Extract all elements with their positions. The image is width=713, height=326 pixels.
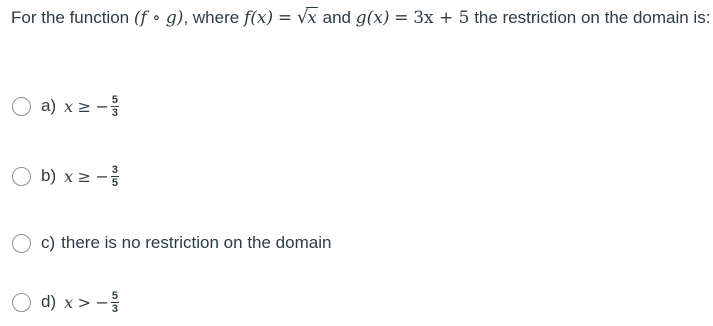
option-c-text: there is no restriction on the domain bbox=[61, 233, 332, 252]
option-a-math bbox=[64, 95, 119, 118]
option-a-denominator: 3 bbox=[111, 106, 118, 119]
option-b-label: b) bbox=[41, 166, 57, 185]
option-a-label: a) bbox=[41, 96, 57, 115]
question-and: and bbox=[322, 8, 351, 27]
option-a-sign: − bbox=[95, 96, 109, 116]
option-b-numerator: 3 bbox=[111, 163, 118, 176]
radio-button-d[interactable] bbox=[12, 293, 31, 312]
option-d-sign: − bbox=[95, 292, 109, 312]
question-where: , where bbox=[183, 8, 240, 27]
question-prefix: For the function bbox=[11, 8, 130, 27]
equals-sign: = bbox=[277, 8, 293, 28]
option-b-sign: − bbox=[95, 166, 109, 186]
option-b-relation: ≥ bbox=[77, 166, 92, 186]
option-b-fraction bbox=[111, 165, 119, 188]
f-definition-lhs: f(x) bbox=[243, 8, 274, 28]
option-c[interactable] bbox=[12, 229, 331, 257]
radio-button-a[interactable] bbox=[12, 97, 31, 116]
option-d-relation: > bbox=[77, 292, 92, 312]
option-c-label: c) bbox=[41, 233, 56, 252]
sqrt-argument: x bbox=[307, 8, 317, 28]
option-d-variable: x bbox=[64, 292, 74, 312]
option-a-variable: x bbox=[64, 96, 74, 116]
option-d-numerator: 5 bbox=[111, 289, 118, 302]
option-d[interactable] bbox=[12, 288, 119, 316]
option-b[interactable] bbox=[12, 162, 119, 190]
question-text bbox=[11, 4, 711, 32]
option-a-fraction bbox=[111, 95, 119, 118]
option-b-variable: x bbox=[64, 166, 74, 186]
composition-expression: (f ∘ g) bbox=[133, 8, 184, 28]
g-definition-lhs: g(x) bbox=[355, 8, 390, 28]
option-d-fraction bbox=[111, 291, 119, 314]
radio-button-b[interactable] bbox=[12, 167, 31, 186]
option-b-denominator: 5 bbox=[111, 176, 118, 189]
radio-button-c[interactable] bbox=[12, 234, 31, 253]
option-b-math bbox=[64, 165, 119, 188]
option-a-numerator: 5 bbox=[111, 93, 118, 106]
option-a[interactable] bbox=[12, 92, 119, 120]
square-root: √x bbox=[296, 7, 317, 28]
option-d-denominator: 3 bbox=[111, 302, 118, 315]
question-suffix: the restriction on the domain is: bbox=[474, 8, 711, 27]
option-d-math bbox=[64, 291, 119, 314]
g-definition-rhs: 3x + 5 bbox=[413, 8, 470, 28]
option-a-relation: ≥ bbox=[77, 96, 92, 116]
equals-sign-2: = bbox=[394, 8, 409, 28]
option-d-label: d) bbox=[41, 292, 57, 311]
